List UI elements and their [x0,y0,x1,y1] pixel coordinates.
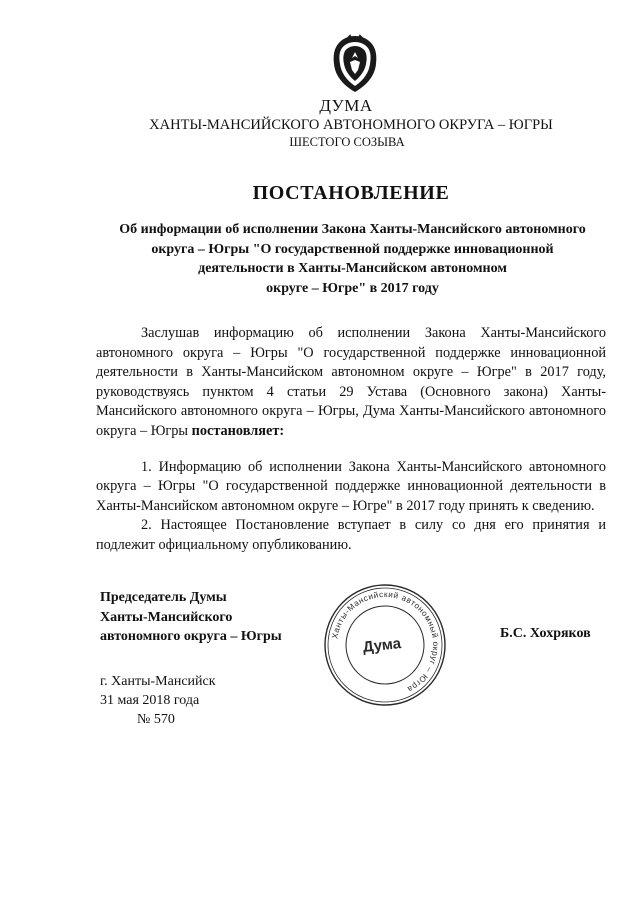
stamp-center-text: Дума [362,635,402,656]
institution-convocation: ШЕСТОГО СОЗЫВА [289,135,405,149]
document-date: 31 мая 2018 года [100,693,200,708]
institution-region: ХАНТЫ-МАНСИЙСКОГО АВТОНОМНОГО ОКРУГА – ЮГРЫ [149,117,553,133]
document-city: г. Ханты-Мансийск [100,674,216,689]
document-subject [100,220,605,298]
signatory-position-line: автономного округа – Югры [100,629,282,644]
subject-line: деятельности в Ханты-Мансийском автономном [198,261,507,276]
signatory-position [100,588,282,647]
signatory-name: Б.С. Хохряков [500,626,591,641]
resolution-keyword: постановляет: [191,422,285,439]
subject-line: округе – Югре" в 2017 году [266,280,439,296]
preamble-paragraph [96,324,606,442]
subject-line: Об информации об исполнении Закона Ханты-Мансийского автономного [119,222,586,237]
signatory-position-line: Председатель Думы [100,590,227,605]
preamble-text: Заслушав информацию об исполнении Закона Ханты-Мансийского автономного округа – Югры "О государственной поддержке инновационной деятельности в Ханты-Мансийском автономном округе – Югре" в 2017 году, руководствуясь пунктом 4 статьи 29 Устава (Основного закона) Ханты-Мансийского автономного округа – Югры, Дума Ханты-Мансийского автономного округа – Югры [96,325,606,439]
stamp-ring-text: Ханты-Мансийский автономный округ – Югра [330,589,441,695]
document-body [96,324,606,556]
resolution-item-1: 1. Информацию об исполнении Закона Ханты-Мансийского автономного округа – Югры "О государственной поддержке инновационной деятельности в Ханты-Мансийском автономном округе – Югре" в 2017 году принять к сведению. [96,458,606,514]
coat-of-arms-icon [328,34,382,94]
document-place-date [100,672,216,729]
document-header [0,96,640,150]
document-type: ПОСТАНОВЛЕНИЕ [252,182,450,204]
resolution-item-2: 2. Настоящее Постановление вступает в силу со дня его принятия и подлежит официальному опубликованию. [96,517,606,553]
subject-line: округа – Югры "О государственной поддержке инновационной [151,241,554,257]
official-stamp [322,582,448,708]
document-number: № 570 [137,712,175,727]
institution-title: ДУМА [319,96,373,115]
signatory-position-line: Ханты-Мансийского [100,609,233,625]
